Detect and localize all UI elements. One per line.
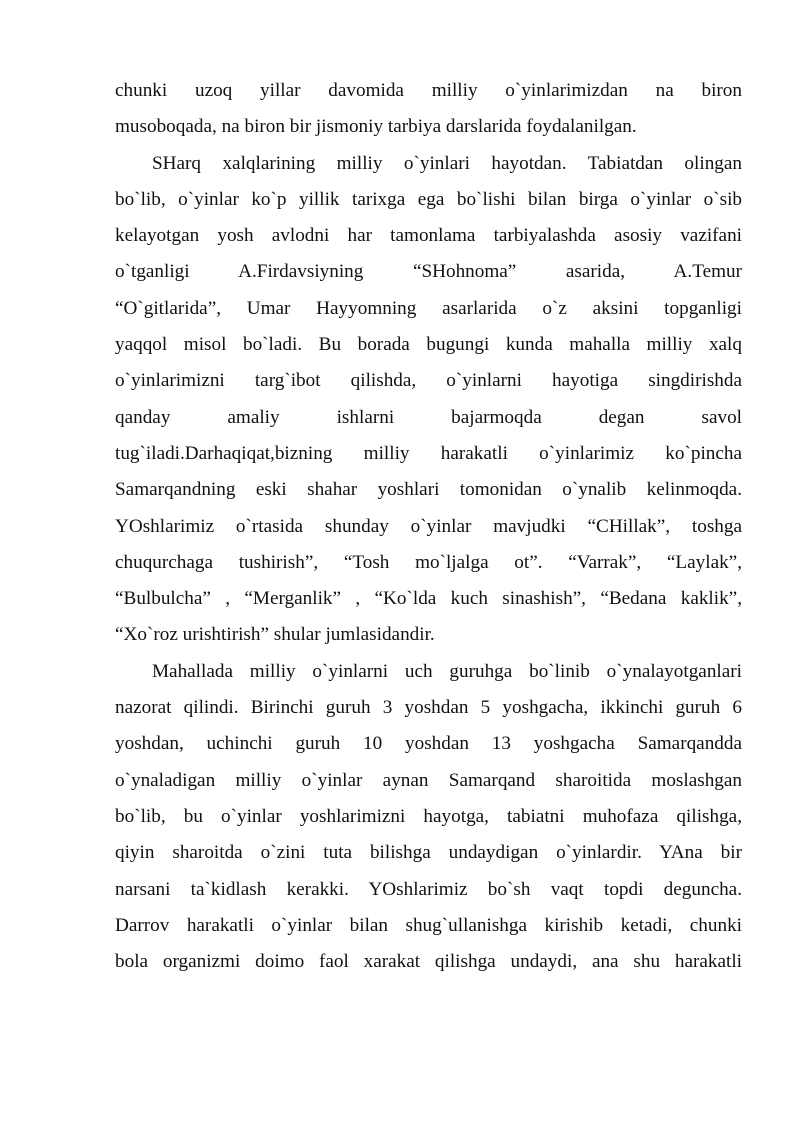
text-line: qanday amaliy ishlarni bajarmoqda degan savol [115, 406, 742, 428]
text-line: tug`iladi.Darhaqiqat,bizning milliy harakatli o`yinlarimiz ko`pincha [115, 442, 742, 464]
text-line: yoshdan, uchinchi guruh 10 yoshdan 13 yoshgacha Samarqandda [115, 733, 742, 755]
text-line: SHarq xalqlarining milliy o`yinlari hayotdan. Tabiatdan olingan [152, 152, 742, 174]
text-line: Samarqandning eski shahar yoshlari tomonidan o`ynalib kelinmoqda. [115, 479, 742, 501]
text-line: chuqurchaga tushirish”, “Tosh mo`ljalga ot”. “Varrak”, “Laylak”, [115, 551, 742, 573]
text-line: yaqqol misol bo`ladi. Bu borada bugungi kunda mahalla milliy xalq [115, 334, 742, 356]
text-line: Mahallada milliy o`yinlarni uch guruhga bo`linib o`ynalayotganlari [152, 660, 742, 682]
text-line: “Xo`roz urishtirish” shular jumlasidandir. [115, 624, 435, 646]
text-line: bo`lib, o`yinlar ko`p yillik tarixga ega bo`lishi bilan birga o`yinlar o`sib [115, 188, 742, 210]
text-line: “O`gitlarida”, Umar Hayyomning asarlarida o`z aksini topganligi [115, 297, 742, 319]
text-line: “Bulbulcha” , “Merganlik” , “Ko`lda kuch sinashish”, “Bedana kaklik”, [115, 588, 742, 610]
document-text-body [115, 73, 742, 980]
text-line: bo`lib, bu o`yinlar yoshlarimizni hayotga, tabiatni muhofaza qilishga, [115, 805, 742, 827]
text-line: o`tganligi A.Firdavsiyning “SHohnoma” asarida, A.Temur [115, 261, 742, 283]
text-line: chunki uzoq yillar davomida milliy o`yinlarimizdan na biron [115, 80, 742, 101]
text-line: o`ynaladigan milliy o`yinlar aynan Samarqand sharoitida moslashgan [115, 769, 742, 791]
text-line: YOshlarimiz o`rtasida shunday o`yinlar mavjudki “CHillak”, toshga [115, 515, 742, 537]
text-line: musoboqada, na biron bir jismoniy tarbiya darslarida foydalanilgan. [115, 116, 637, 138]
text-line: narsani ta`kidlash kerakki. YOshlarimiz bo`sh vaqt topdi deguncha. [115, 878, 742, 900]
text-line: qiyin sharoitda o`zini tuta bilishga undaydigan o`yinlardir. YAna bir [115, 842, 742, 864]
text-line: bola organizmi doimo faol xarakat qilishga undaydi, ana shu harakatli [115, 951, 742, 973]
text-line: o`yinlarimizni targ`ibot qilishda, o`yinlarni hayotiga singdirishda [115, 370, 742, 392]
text-line: kelayotgan yosh avlodni har tamonlama tarbiyalashda asosiy vazifani [115, 225, 742, 247]
text-line: nazorat qilindi. Birinchi guruh 3 yoshdan 5 yoshgacha, ikkinchi guruh 6 [115, 697, 742, 719]
text-line: Darrov harakatli o`yinlar bilan shug`ullanishga kirishib ketadi, chunki [115, 914, 742, 936]
